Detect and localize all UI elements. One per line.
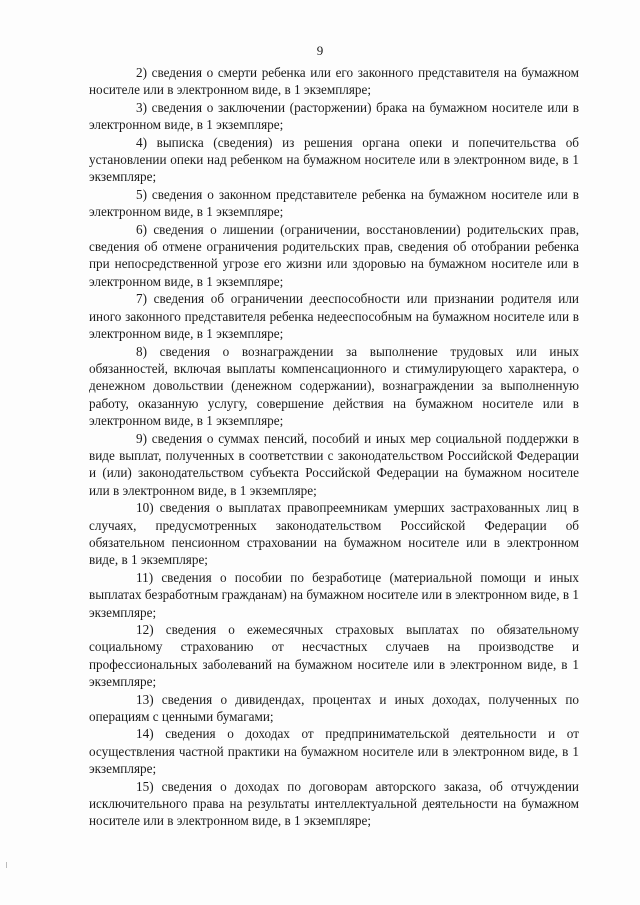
list-item: 2) сведения о смерти ребенка или его законного представителя на бумажном носителе или в электронном виде, в 1 экземпляре; [89, 65, 579, 98]
scan-speck [6, 862, 7, 868]
list-item: 9) сведения о суммах пенсий, пособий и иных мер социальной поддержки в виде выплат, полученных в соответствии с законодательством Российской Федерации и (или) законодательством субъекта Российской Федерации на бумажном носителе или в электронном виде, в 1 экземпляре; [89, 430, 579, 498]
list-item: 6) сведения о лишении (ограничении, восстановлении) родительских прав, сведения об отмене ограничения родительских прав, сведения об отобрании ребенка при непосредственной угрозе его жизни или здоровью на бумажном носителе или в электронном виде, в 1 экземпляре; [89, 221, 579, 289]
list-item: 5) сведения о законном представителе ребенка на бумажном носителе или в электронном виде, в 1 экземпляре; [89, 186, 579, 220]
list-item: 12) сведения о ежемесячных страховых выплатах по обязательному социальному страхованию от несчастных случаев на производстве и профессиональных заболеваний на бумажном носителе или в электронном виде, в 1 экземпляре; [89, 622, 579, 690]
list-item: 13) сведения о дивидендах, процентах и иных доходах, полученных по операциям с ценными бумагами; [89, 691, 579, 725]
document-body [89, 64, 579, 830]
list-item: 10) сведения о выплатах правопреемникам умерших застрахованных лиц в случаях, предусмотренных законодательством Российской Федерации об обязательном пенсионном страховании на бумажном носителе или в электронном виде, в 1 экземпляре; [89, 500, 579, 568]
list-item: 3) сведения о заключении (расторжении) брака на бумажном носителе или в электронном виде, в 1 экземпляре; [89, 99, 579, 133]
list-item: 15) сведения о доходах по договорам авторского заказа, об отчуждении исключительного права на результаты интеллектуальной деятельности на бумажном носителе или в электронном виде, в 1 экземпляре; [89, 778, 579, 829]
list-item: 8) сведения о вознаграждении за выполнение трудовых или иных обязанностей, включая выплаты компенсационного и стимулирующего характера, о денежном довольствии (денежном содержании), вознаграждении за выполненную работу, оказанную услугу, совершение действия на бумажном носителе или в электронном виде, в 1 экземпляре; [89, 343, 579, 429]
list-item: 7) сведения об ограничении дееспособности или признании родителя или иного законного представителя ребенка недееспособным на бумажном носителе или в электронном виде, в 1 экземпляре; [89, 291, 579, 342]
list-item: 11) сведения о пособии по безработице (материальной помощи и иных выплатах безработным гражданам) на бумажном носителе или в электронном виде, в 1 экземпляре; [89, 569, 579, 620]
list-item: 4) выписка (сведения) из решения органа опеки и попечительства об установлении опеки над ребенком на бумажном носителе или в электронном виде, в 1 экземпляре; [89, 134, 579, 185]
list-item: 14) сведения о доходах от предпринимательской деятельности и от осуществления частной практики на бумажном носителе или в электронном виде, в 1 экземпляре; [89, 726, 579, 777]
page-number: 9 [316, 43, 324, 58]
